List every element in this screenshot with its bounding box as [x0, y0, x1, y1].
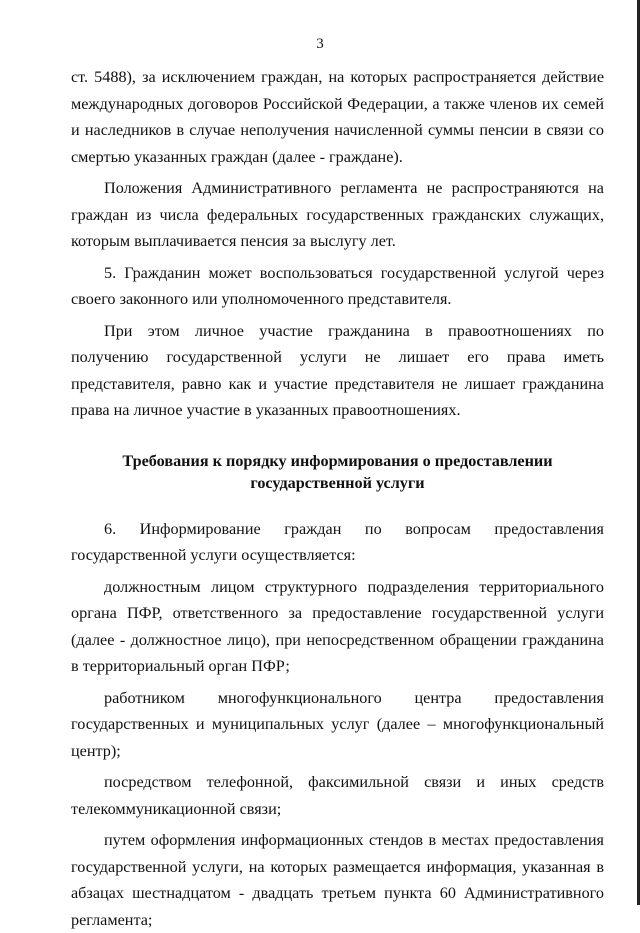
- paragraph-item-5: 5. Гражданин может воспользоваться государственной услугой через своего законного или уполномоченного представителя.: [71, 263, 604, 308]
- list-item-mfc: работником многофункционального центра предоставления государственных и муниципальных услуг (далее – многофункциональный центр);: [71, 688, 604, 760]
- list-item-official: должностным лицом структурного подразделения территориального органа ПФР, ответственного за предоставление государственной услуги (далее - должностное лицо), при непосредственном обращении гражданина в территориальный орган ПФР;: [71, 577, 604, 675]
- section-heading-line-1: Требования к порядку информирования о предоставлении: [122, 451, 553, 470]
- section-heading-line-2: государственной услуги: [250, 473, 425, 492]
- paragraph-continuation: ст. 5488), за исключением граждан, на которых распространяется действие международных договоров Российской Федерации, а также членов их семей и наследников в случае неполучения начисленной суммы пенсии в связи со смертью указанных граждан (далее - граждане).: [71, 68, 604, 166]
- document-body: [71, 64, 604, 933]
- paragraph-exclusion-civil-servants: Положения Административного регламента не распространяются на граждан из числа федеральных государственных гражданских служащих, которым выплачивается пенсия за выслугу лет.: [71, 179, 604, 250]
- list-item-info-stands: путем оформления информационных стендов в местах предоставления государственной услуги, на которых размещается информация, указанная в абзацах шестнадцатом - двадцать третьем пункта 60 Административного регламента;: [71, 831, 604, 929]
- list-item-telecom: посредством телефонной, факсимильной связи и иных средств телекоммуникационной связи;: [71, 773, 604, 818]
- section-heading: [71, 450, 604, 494]
- paragraph-personal-participation: При этом личное участие гражданина в правоотношениях по получению государственной услуги не лишает его права иметь представителя, равно как и участие представителя не лишает гражданина права на личное участие в указанных правоотношениях.: [71, 321, 604, 419]
- page-number: 3: [316, 36, 324, 52]
- paragraph-item-6: 6. Информирование граждан по вопросам предоставления государственной услуги осуществляется:: [71, 519, 604, 564]
